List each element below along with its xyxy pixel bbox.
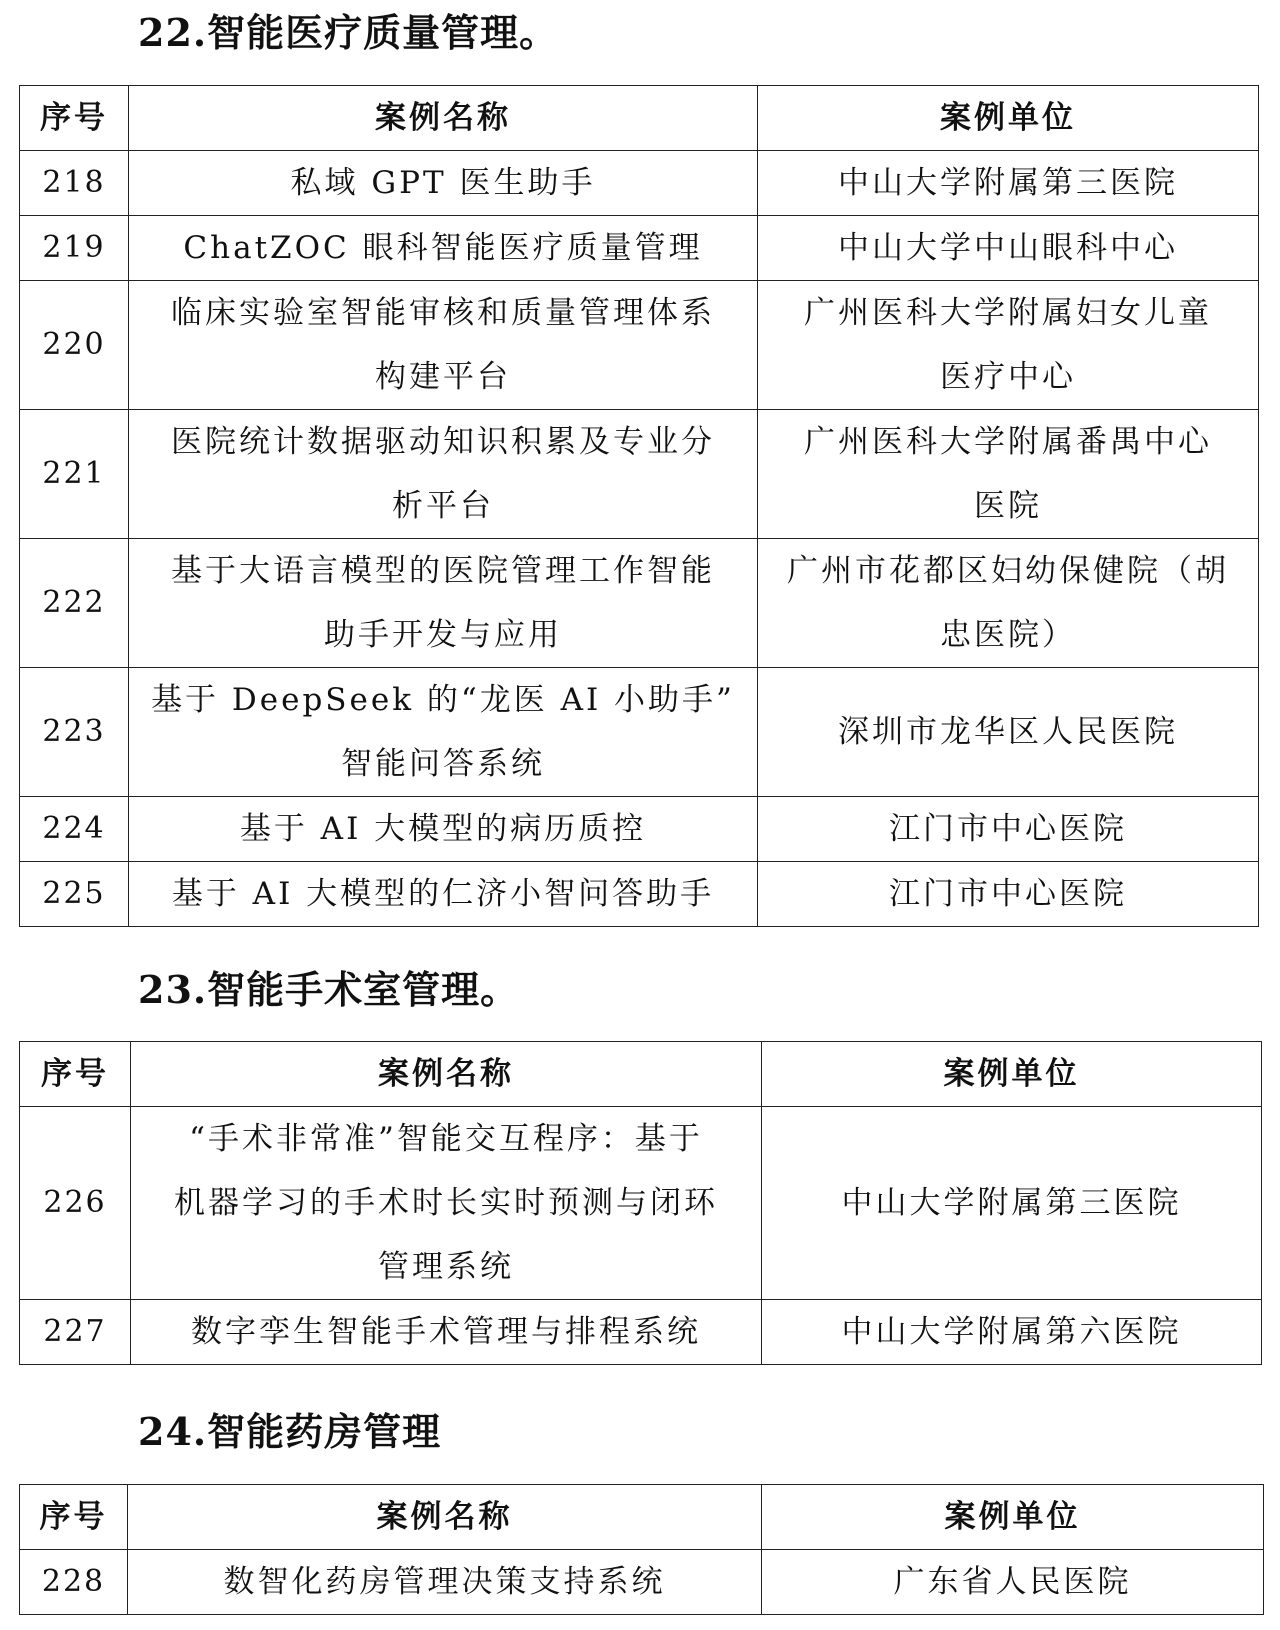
column-header-number: 序号 xyxy=(20,1042,131,1107)
case-name xyxy=(131,1107,762,1300)
column-header-case-unit: 案例单位 xyxy=(762,1485,1264,1550)
text-line: 基于 AI 大模型的仁济小智问答助手 xyxy=(171,876,715,912)
text-line: 中山大学附属第三医院 xyxy=(841,1185,1182,1221)
text-line: “手术非常准”智能交互程序：基于 xyxy=(189,1121,703,1157)
text-line: 管理系统 xyxy=(378,1249,514,1285)
case-name xyxy=(129,539,758,668)
text-line: 深圳市龙华区人民医院 xyxy=(838,714,1178,750)
case-unit xyxy=(758,216,1259,281)
case-number: 220 xyxy=(20,281,129,410)
case-unit xyxy=(758,281,1259,410)
table-row xyxy=(20,862,1259,927)
table-row xyxy=(20,1300,1262,1365)
case-name xyxy=(129,216,758,281)
column-header-case-name: 案例名称 xyxy=(131,1042,762,1107)
case-number: 227 xyxy=(20,1300,131,1365)
case-name xyxy=(131,1300,762,1365)
case-unit xyxy=(762,1300,1262,1365)
text-line: 广州医科大学附属番禺中心 xyxy=(804,424,1212,460)
text-line: 广东省人民医院 xyxy=(893,1564,1132,1600)
table-header-row xyxy=(20,86,1259,151)
case-unit xyxy=(758,410,1259,539)
column-header-number: 序号 xyxy=(20,1485,128,1550)
table-header-row xyxy=(20,1485,1264,1550)
table-row xyxy=(20,281,1259,410)
text-line: 构建平台 xyxy=(375,359,511,395)
column-header-case-name: 案例名称 xyxy=(128,1485,762,1550)
section-heading: 22.智能医疗质量管理。 xyxy=(138,10,559,55)
case-name xyxy=(129,668,758,797)
case-name xyxy=(129,151,758,216)
case-name xyxy=(129,797,758,862)
case-unit xyxy=(758,539,1259,668)
text-line: 私域 GPT 医生助手 xyxy=(290,165,596,201)
text-line: 数字孪生智能手术管理与排程系统 xyxy=(191,1314,701,1350)
case-table xyxy=(19,1041,1262,1365)
text-line: 析平台 xyxy=(392,488,494,524)
text-line: 基于 AI 大模型的病历质控 xyxy=(239,811,647,847)
text-line: 临床实验室智能审核和质量管理体系 xyxy=(171,295,715,331)
table-row xyxy=(20,797,1259,862)
text-line: 江门市中心医院 xyxy=(889,876,1127,912)
case-unit xyxy=(762,1107,1262,1300)
case-name xyxy=(129,281,758,410)
case-table xyxy=(19,85,1259,927)
text-line: 机器学习的手术时长实时预测与闭环 xyxy=(174,1185,718,1221)
column-header-case-unit: 案例单位 xyxy=(762,1042,1262,1107)
section-heading: 23.智能手术室管理。 xyxy=(138,967,520,1012)
case-unit xyxy=(758,797,1259,862)
case-number: 224 xyxy=(20,797,129,862)
case-unit xyxy=(758,151,1259,216)
text-line: 智能问答系统 xyxy=(341,746,545,782)
text-line: 江门市中心医院 xyxy=(889,811,1127,847)
column-header-case-name: 案例名称 xyxy=(129,86,758,151)
text-line: 医疗中心 xyxy=(940,359,1076,395)
case-number: 218 xyxy=(20,151,129,216)
text-line: 数智化药房管理决策支持系统 xyxy=(223,1564,666,1600)
table-row xyxy=(20,539,1259,668)
case-unit xyxy=(758,668,1259,797)
case-name xyxy=(129,410,758,539)
table-row xyxy=(20,216,1259,281)
text-line: 助手开发与应用 xyxy=(324,617,562,653)
text-line: 忠医院） xyxy=(940,617,1076,653)
case-number: 219 xyxy=(20,216,129,281)
section-heading: 24.智能药房管理 xyxy=(138,1409,442,1454)
case-number: 221 xyxy=(20,410,129,539)
text-line: 广州医科大学附属妇女儿童 xyxy=(804,295,1212,331)
case-number: 222 xyxy=(20,539,129,668)
table-row xyxy=(20,410,1259,539)
text-line: 医院统计数据驱动知识积累及专业分 xyxy=(171,424,715,460)
table-row xyxy=(20,1550,1264,1615)
text-line: 广州市花都区妇幼保健院（胡 xyxy=(787,553,1229,589)
case-number: 228 xyxy=(20,1550,128,1615)
case-table xyxy=(19,1484,1264,1615)
case-number: 225 xyxy=(20,862,129,927)
table-header-row xyxy=(20,1042,1262,1107)
text-line: 基于 DeepSeek 的“龙医 AI 小助手” xyxy=(151,682,735,718)
text-line: 基于大语言模型的医院管理工作智能 xyxy=(171,553,715,589)
text-line: 中山大学附属第三医院 xyxy=(838,165,1178,201)
column-header-number: 序号 xyxy=(20,86,129,151)
case-number: 226 xyxy=(20,1107,131,1300)
case-name xyxy=(129,862,758,927)
text-line: 中山大学附属第六医院 xyxy=(841,1314,1182,1350)
text-line: 中山大学中山眼科中心 xyxy=(838,230,1178,266)
case-unit xyxy=(762,1550,1264,1615)
table-row xyxy=(20,1107,1262,1300)
table-row xyxy=(20,151,1259,216)
table-row xyxy=(20,668,1259,797)
text-line: 医院 xyxy=(974,488,1042,524)
case-number: 223 xyxy=(20,668,129,797)
column-header-case-unit: 案例单位 xyxy=(758,86,1259,151)
text-line: ChatZOC 眼科智能医疗质量管理 xyxy=(183,230,703,266)
case-name xyxy=(128,1550,762,1615)
case-unit xyxy=(758,862,1259,927)
